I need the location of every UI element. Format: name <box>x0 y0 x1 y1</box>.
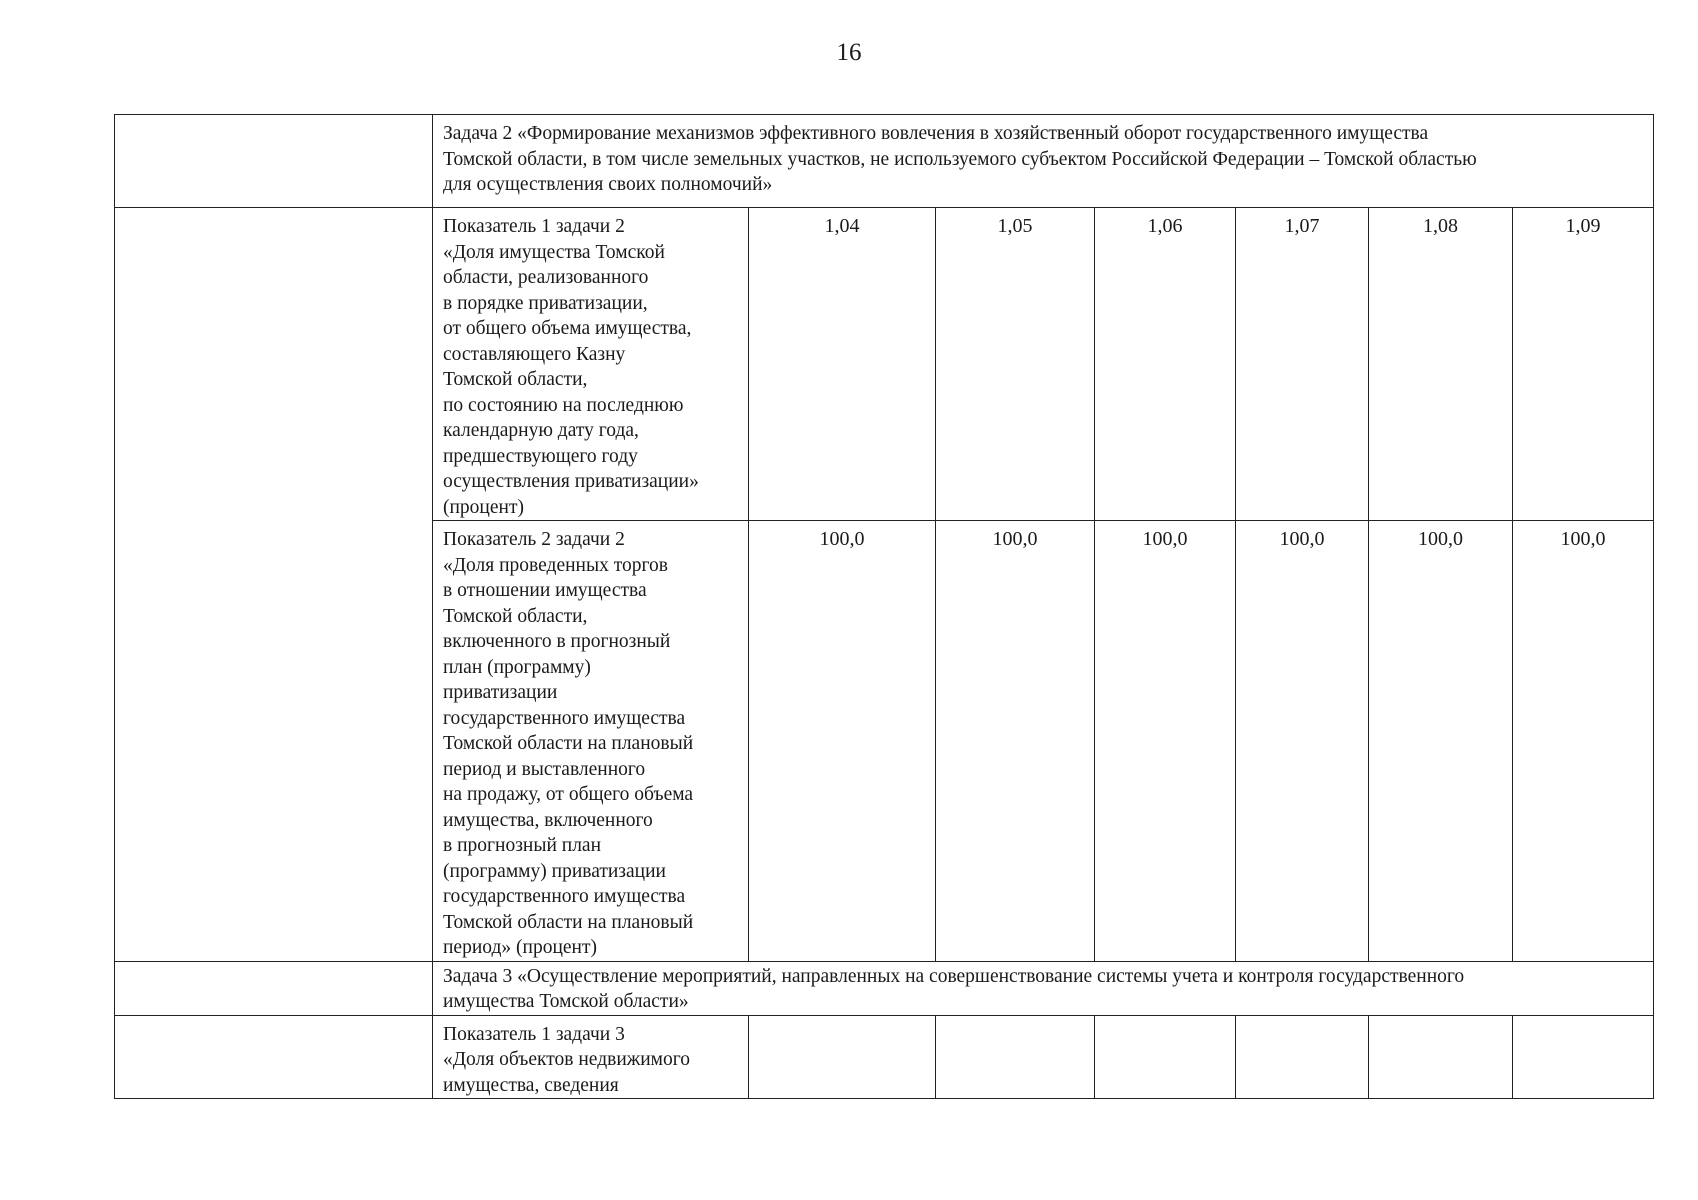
value-cell: 100,0 <box>1095 521 1236 962</box>
indicator-line: «Доля проведенных торгов <box>443 554 668 576</box>
page-number: 16 <box>836 39 862 66</box>
value-cell: 100,0 <box>1513 521 1654 962</box>
value-cell: 1,07 <box>1236 208 1369 521</box>
indicator-line: государственного имущества <box>443 707 686 729</box>
value-cell: 100,0 <box>749 521 936 962</box>
indicator-line: составляющего Казну <box>443 343 626 365</box>
value-cell: 1,06 <box>1095 208 1236 521</box>
indicator-line: от общего объема имущества, <box>443 318 692 339</box>
indicator-line: (процент) <box>443 496 524 518</box>
task-3-line: имущества Томской области» <box>443 991 689 1012</box>
indicator-line: «Доля имущества Томской <box>443 241 665 263</box>
indicator-line: Томской области на плановый <box>443 911 694 933</box>
value-cell <box>1095 1015 1236 1099</box>
value-cell: 1,08 <box>1369 208 1513 521</box>
value-cell: 100,0 <box>1236 521 1369 962</box>
value-cell: 1,09 <box>1513 208 1654 521</box>
indicator-row <box>115 1015 1654 1099</box>
empty-cell <box>115 208 433 962</box>
task-2-line: для осуществления своих полномочий» <box>443 174 773 195</box>
empty-cell <box>115 1015 433 1099</box>
value-cell <box>1236 1015 1369 1099</box>
indicator-line: имущества, включенного <box>443 809 653 831</box>
value-cell: 1,05 <box>936 208 1095 521</box>
empty-cell <box>115 961 433 1015</box>
task-2-line: Задача 2 «Формирование механизмов эффективного вовлечения в хозяйственный оборот государственного имущества <box>443 123 1429 144</box>
indicator-line: Показатель 1 задачи 2 <box>443 216 625 237</box>
indicator-line: в прогнозный план <box>443 835 602 856</box>
indicator-line: включенного в прогнозный <box>443 631 671 652</box>
value-cell: 100,0 <box>1369 521 1513 962</box>
task-3-line: Задача 3 «Осуществление мероприятий, направленных на совершенствование системы учета и контроля государственного <box>443 965 1465 987</box>
indicator-line: в отношении имущества <box>443 580 647 601</box>
indicators-table <box>114 114 1654 1099</box>
indicator-line: приватизации <box>443 682 558 703</box>
indicator-line: в порядке приватизации, <box>443 292 648 314</box>
value-cell <box>936 1015 1095 1099</box>
task-2-cell <box>433 115 1654 208</box>
indicator-line: Томской области, <box>443 369 588 390</box>
value-cell <box>1369 1015 1513 1099</box>
indicator-line: период и выставленного <box>443 758 646 780</box>
indicator-line: по состоянию на последнюю <box>443 394 684 416</box>
indicator-line: области, реализованного <box>443 267 649 288</box>
indicator-line: на продажу, от общего объема <box>443 784 694 805</box>
indicator-line: Показатель 1 задачи 3 <box>443 1023 625 1045</box>
task-3-cell <box>433 961 1654 1015</box>
indicator-line: календарную дату года, <box>443 420 639 441</box>
indicator-line: государственного имущества <box>443 886 686 907</box>
indicator-line: Томской области на плановый <box>443 733 694 754</box>
empty-cell <box>115 115 433 208</box>
indicator-line: Показатель 2 задачи 2 <box>443 529 625 550</box>
indicator-line: имущества, сведения <box>443 1074 619 1096</box>
value-cell: 100,0 <box>936 521 1095 962</box>
value-cell: 1,04 <box>749 208 936 521</box>
indicator-line: «Доля объектов недвижимого <box>443 1049 691 1070</box>
task-row <box>115 961 1654 1015</box>
indicator-line: план (программу) <box>443 656 591 678</box>
value-cell <box>1513 1015 1654 1099</box>
indicator-row <box>115 208 1654 521</box>
task-row <box>115 115 1654 208</box>
indicator-1-task-3-label <box>433 1015 749 1099</box>
indicator-line: осуществления приватизации» <box>443 471 699 492</box>
indicator-line: Томской области, <box>443 605 588 627</box>
value-cell <box>749 1015 936 1099</box>
indicator-2-task-2-label <box>433 521 749 962</box>
indicator-line: предшествующего году <box>443 445 638 467</box>
task-2-line: Томской области, в том числе земельных участков, не используемого субъектом Российской Федерации – Томской областью <box>443 148 1477 170</box>
indicator-line: (программу) приватизации <box>443 860 666 882</box>
indicator-line: период» (процент) <box>443 937 597 958</box>
indicator-1-task-2-label <box>433 208 749 521</box>
